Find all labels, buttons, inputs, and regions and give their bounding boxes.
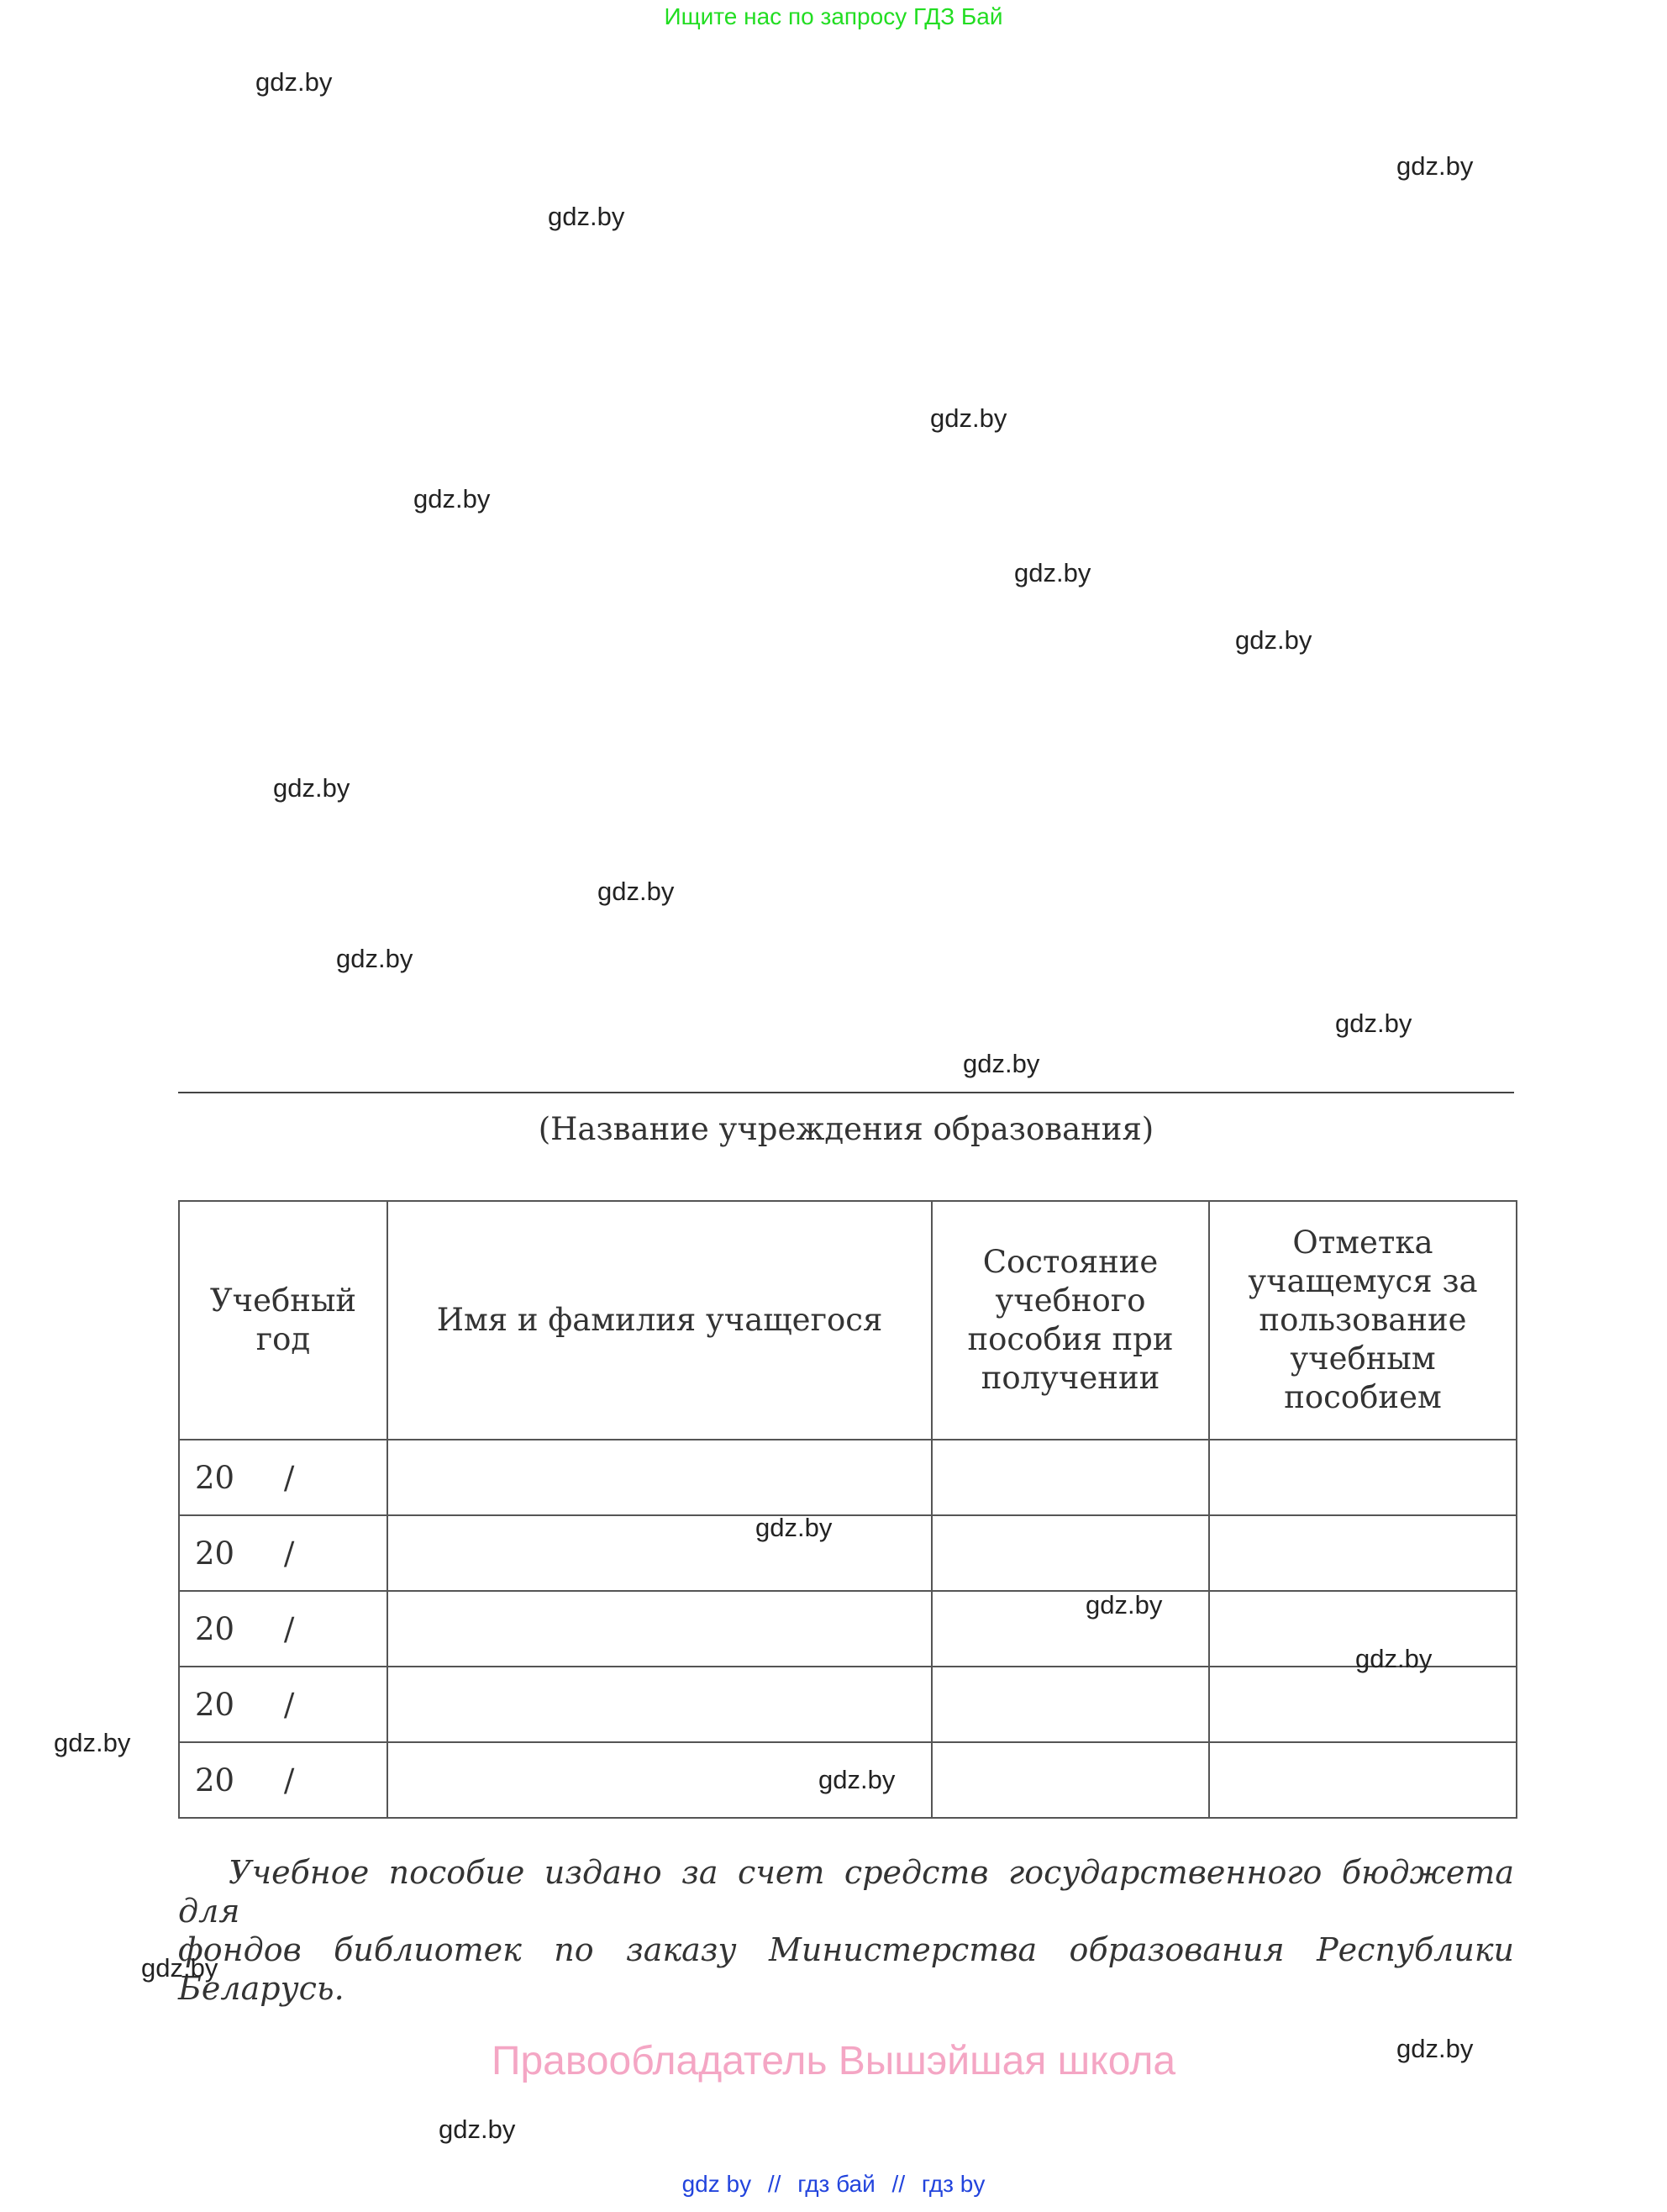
year-cell: 20 / <box>179 1440 387 1515</box>
watermark: gdz.by <box>1086 1590 1163 1620</box>
table-row <box>179 1591 1517 1667</box>
watermark: gdz.by <box>597 877 675 906</box>
funding-note-line-1: Учебное пособие издано за счет средств государственного бюджета для <box>178 1854 1514 1930</box>
funding-note <box>178 1853 1514 2008</box>
top-banner[interactable]: Ищите нас по запросу ГДЗ Бай <box>664 3 1003 29</box>
link-separator: // <box>891 2171 906 2197</box>
link-gdz-by-cyr[interactable]: гдз by <box>921 2171 986 2197</box>
mark-cell <box>1209 1515 1517 1591</box>
header-student-name: Имя и фамилия учащегося <box>387 1201 932 1440</box>
table-header-row <box>179 1201 1517 1440</box>
header-school-year: Учебный год <box>179 1201 387 1440</box>
institution-name-line <box>178 1092 1514 1093</box>
watermark: gdz.by <box>413 484 491 514</box>
table-row <box>179 1440 1517 1515</box>
bottom-links <box>0 2171 1667 2198</box>
condition-cell <box>932 1742 1209 1818</box>
watermark: gdz.by <box>1396 2034 1474 2063</box>
watermark: gdz.by <box>963 1049 1040 1078</box>
rights-holder: Правообладатель Вышэйшая школа <box>491 2039 1176 2083</box>
textbook-register-table <box>178 1200 1517 1819</box>
watermark: gdz.by <box>755 1513 833 1542</box>
watermark: gdz.by <box>1355 1644 1433 1673</box>
watermark: gdz.by <box>930 403 1007 433</box>
watermark: gdz.by <box>548 202 625 231</box>
watermark: gdz.by <box>1235 625 1312 655</box>
watermark: gdz.by <box>818 1765 896 1794</box>
watermark: gdz.by <box>1396 151 1474 181</box>
condition-cell <box>932 1667 1209 1742</box>
student-name-cell <box>387 1515 932 1591</box>
year-cell: 20 / <box>179 1591 387 1667</box>
funding-note-line-2: фондов библиотек по заказу Министерства образования Республики Беларусь. <box>178 1931 1514 2007</box>
condition-cell <box>932 1515 1209 1591</box>
mark-cell <box>1209 1440 1517 1515</box>
watermark: gdz.by <box>273 773 350 803</box>
watermark: gdz.by <box>439 2115 516 2144</box>
watermark: gdz.by <box>54 1728 131 1757</box>
watermark: gdz.by <box>1014 558 1091 587</box>
watermark: gdz.by <box>255 67 333 97</box>
year-cell: 20 / <box>179 1515 387 1591</box>
year-cell: 20 / <box>179 1667 387 1742</box>
condition-cell <box>932 1591 1209 1667</box>
mark-cell <box>1209 1667 1517 1742</box>
watermark: gdz.by <box>1335 1009 1412 1038</box>
link-gdz-by[interactable]: gdz by <box>681 2171 752 2197</box>
watermark: gdz.by <box>336 944 413 973</box>
year-cell: 20 / <box>179 1742 387 1818</box>
link-separator: // <box>767 2171 781 2197</box>
watermark: gdz.by <box>141 1953 218 1983</box>
mark-cell <box>1209 1742 1517 1818</box>
condition-cell <box>932 1440 1209 1515</box>
table-row <box>179 1515 1517 1591</box>
table-row <box>179 1667 1517 1742</box>
institution-caption: (Название учреждения образования) <box>538 1111 1154 1147</box>
header-mark-for-use: Отметка учащемуся за пользование учебным пособием <box>1209 1201 1517 1440</box>
student-name-cell <box>387 1667 932 1742</box>
student-name-cell <box>387 1440 932 1515</box>
header-condition-on-receipt: Состояние учебного пособия при получении <box>932 1201 1209 1440</box>
link-gdz-bai[interactable]: гдз бай <box>797 2171 876 2197</box>
student-name-cell <box>387 1591 932 1667</box>
